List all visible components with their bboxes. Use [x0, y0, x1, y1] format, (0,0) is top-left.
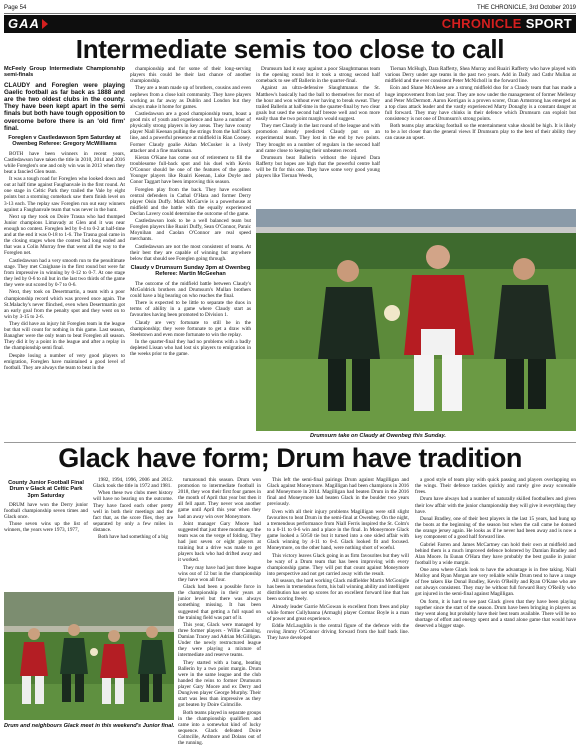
paragraph: 1982, 1994, 1996, 2006 and 2012. Glack took the title in 1972 and 1981. [93, 477, 173, 490]
paragraph: All season, the hard working Glack midfielder Martin McGonigle has been in tremendous form, his ball winning ability and intelligent distribution has set up scores for an excellent forward line that has been scoring freely. [267, 578, 409, 603]
paragraph: The outcome of the midfield battle between Claudy's McGoldrick brothers and Drumsurn's Mullan brothers could have a big bearing on who reaches the final. [130, 280, 251, 299]
story2-photo-caption: Drum and neighbours Glack meet in this weekend's Junior final. [4, 723, 175, 729]
story2-photo [4, 592, 174, 720]
paragraph: Both teams played in separate groups in the championship qualifiers and came into a somewhat kind of lucky sequence. Glack defeated Doire Colmcille, Ardmore and Dolans out of the running. [178, 709, 261, 746]
paragraph: In the quarter-final they had no problems with a badly depleted Lissan who had lost six players to emigration in the weeks prior to the game. [130, 339, 251, 358]
paragraph: Already leader Garrie McGowan is excellent from frees and play while former Cullybanna (Armagh) player Cormac Boyle is a man of power and great experience. [267, 603, 409, 622]
paragraph: BOTH have been winners in recent years, Castledawson have taken the title in 2010, 2014 and 2016 while Foreglen's one and only win was in 2013 when they beat a fancied Glen team. [4, 150, 125, 175]
paragraph: Tiernan McHugh, Dara Rafferty, Shea Murray and Ruairi Rafferty who have played with various Derry under age teams in the past two years. Add in Daify and Cathr Mullan at midfield and the ever consistent Peter McNicholl in the forward line. [385, 66, 576, 85]
section-brand-red: CHRONICLE [441, 16, 522, 31]
story1-lead: CLAUDY and Foreglen were playing Gaelic football as far back as 1888 and are the two oldest clubs in the county. They have been kept apart in the semi finals but both have tough opposition to overcome before there is an 'old firm' final. [4, 81, 125, 132]
story1-column-2 [130, 66, 251, 442]
story2-fixture: County Junior Football Final Drum v Glack at Celtic Park 3pm Saturday [8, 480, 84, 499]
paragraph: On form, it is hard to see past Glack given that they have been playing together since the start of the season. Drum have been bringing in players as they went along but probably have their best team available. There will be no shortage of effort and energy spent and a stand alone game that would have deserved a bigger stage. [415, 598, 576, 630]
story1-fixture-1: Foreglen v Castledawson 5pm Saturday at Owenbeg Referee: Gregory McWilliams [8, 135, 121, 148]
section-label: GAA [8, 16, 40, 31]
paragraph: This year, Glack were managed by three former players - Willie Canning, Damian Tracey and Adrian McGilligan. Under the newly restructured league they were playing a mixture of intermediate and reserve teams. [178, 621, 261, 659]
paragraph: Both teams play attacking football so the entertainment value should be high. It is likely to be a lot closer than the general views If Drumsurn play to the best of their ability they can cause an upset. [385, 123, 576, 142]
paragraph: They started with a bang, beating Ballerin by a two point margin. Drum were in the same league and the club handed the reins to former Drumsurn player Gary Moore and ex Derry and Dungiven player George Murphy. Their start was less than impressive as they got beaten by Doire Colmcille. [178, 659, 261, 709]
paragraph: turnaround this season. Drum won promotion to intermediate football in 2018, they won their first four games in the month of April that year but then it all fell apart. They never won another game until April this year when they had an away win over Moneymore. [178, 477, 261, 520]
section-brand [442, 16, 572, 31]
paragraph: Even with all their injury problems Magilligan were still slight favourites to beat Drum in the semi-final at Owenbeg. On the night, a tremendous performance from Niall Ferris inspired the St. Colm's to a 0-11 to 0-6 win and a place in the final. In Moneymore Glack game looked a 50/50 tie but it turned into a one sided affair with Glack winning by 4-11 to 0-4. Glack looked fit and focused. Moneymore, on the other hand, were nothing short of woeful. [267, 508, 409, 552]
paragraph: Drumsurn beat Ballerin without the injured Dara Rafferty but hopes are high that the powerful centre half will be fit for this one. They have some very good young players like Tiernan Weeds, [256, 154, 380, 180]
page-strap [4, 3, 576, 14]
paragraph: They met Claudy in the last round of the league and with promotion already predicted Claudy put on an experimental team. They lost in the end by two points. They brought on a number of regulars in the second half and came close to keeping their unbeaten record. [256, 123, 380, 154]
publication-line: THE CHRONICLE, 3rd October 2019 [476, 5, 576, 11]
story2-column-3 [178, 477, 261, 746]
story1-photo-caption: Drumsurn take on Claudy at Owenbeg this Sunday. [310, 433, 446, 439]
paragraph: They are a team made up of brothers, cousins and even nephews from a close knit community. They have players working as far away as Dublin and London but they always make it home for games. [130, 85, 251, 110]
story2-column-1 [4, 477, 88, 587]
paragraph: Castledawson had a very smooth run to the penultimate stage. They met Craigbane in the first round but were far from impressive in winning by 0-12 to 0-7. At one stage they led by 0-6 to nil but in the last two thirds of the game they were out scored by 0-7 to 0-6. [4, 257, 125, 289]
paragraph: Despite losing a number of very good players to emigration, Foreglen have maintained a good level of football. They are always the team to beat in the [4, 352, 125, 371]
story1-photo [256, 209, 576, 431]
story2-column-2 [93, 477, 173, 587]
paragraph: a good style of team play with quick passing and players overlapping on the wings. Their defence tackles quickly and rarely give away scoreable frees. [415, 477, 576, 496]
paragraph: Drumsurn had it easy against a poor Slaughtmanus team in the opening round but it took a strong second half comeback to see off Ballerin in the quarter-final. [256, 66, 380, 85]
paragraph: Joint manager Gary Moore had suggested that just three months ago the team was on the verge of folding. They had just seven or eight players at training but a drive was made to get players back who had drifted away and it worked. [178, 520, 261, 564]
story1-fixture-2: Claudy v Drumsurn Sunday 3pm at Owenbeg Referee: Martin McGeehan [130, 265, 251, 278]
paragraph: Gabriel Farren and James McCartney can hold their own at midfield and behind them is a much improved defence bolstered by Damian Bradley and Alan Moore. In Eunan O'Hara they have probably the best goalie in junior football by a wide margin. [415, 541, 576, 566]
paragraph: Kieran O'Kane has come out of retirement to fill the troublesome full-back spot and his duel with Kevin O'Connor should be one of the features of the game. Younger players like Ruairi Keenan, Luke Doyle and Conor Taggart have been improving this season. [130, 154, 251, 186]
story1-column-1 [4, 66, 125, 442]
paragraph: They may have had just three league wins out of 12 but in the championship they have won all four. [178, 564, 261, 583]
paragraph: Claudy are very fortunate to still be in the championship; they were fortunate to get a draw with Steelstown and even more fortunate to win the replay. [130, 319, 251, 338]
paragraph: When these two clubs meet history will have no bearing on the outcome. They have faced each other pretty well in both their meetings and the fact that, as the score flies, they are separated by only a few miles in distance. [93, 490, 173, 533]
paragraph: It was a tough road for Foreglen who looked down and out at half time against Faughanvale in the first round. At one stage in Celtic Park they trailed the Vale by eight points but a storming comeback saw them finish level on 3-13 each. The replay saw Foreglen run out easy winners against a Faughanvale team that was never in the hunt. [4, 176, 125, 213]
paragraph: Both have had something of a big [98, 534, 169, 541]
paragraph: championship and for some of their long-serving players this could be their last chance of another championship. [130, 66, 251, 85]
paragraph: Castledawson look to be a well balanced team but Foreglen players like Ruairi Duffy, Sean O'Connor, Paraic Moynihan and Caolan O'Connor are real speed merchants. [130, 218, 251, 243]
paragraph: Eddie McLaughlin is the central figure of the defence with the roving Jimmy O'Connor driving forward from the half back line. They have developed [267, 623, 409, 642]
paragraph: Drum have always had a number of naturally skilled footballers and given their low affair with the junior championship they will give it everything they have. [415, 496, 576, 515]
paragraph: Next up they took on Doire Trasna who had thumped Junior champions Limavady at Glen and it was near enough no contest. Foreglen led by 0-4 to 0-2 at half-time and at the end it was 0-18 to 1-6. The Trasna goal came in the closing stages when the contest had long ended and that was a Colin Murray free that went all the way to the Foreglen net. [4, 213, 125, 257]
paragraph: They did have an injury hit Foreglen team in the league but that will count for nothing in this game. Last season, Banagher were the only team to beat Foreglen all season. They did it by a point in the league and after a replay in the championship semi final. [4, 321, 125, 352]
paragraph: There is expected to be little to separate the duos in terms of ability in a game where Claudy start as favourites having been promoted to Division 1. [130, 300, 251, 319]
paragraph: Castledawson are a good championship team, boast a good mix of youth and experience and have a number of physically strong players in key areas. They have county player Niall Keenan pulling the strings from the half back line, and a powerful presence at midfield in Rian Cooney. Former Claudy goalie Aidan McCusker is a lively attacker and a fine marksman. [130, 111, 251, 154]
story1-headline: Intermediate semis too close to call [75, 34, 505, 64]
paragraph: Eoin and Shane McAleese are a strong midfield duo for a Claudy team that has made a huge improvement from last year. They are now under the management of former Melleray and Peter McDermott. Aaron Kerrigan is a proven scorer, Ozan Armstrong has emerged as a top class attack leader and the vastly experienced Marty Donaghy is a constant danger at full forward. They may have chinks in their defence which Drumsurn can exploit but consistency is not one of Drumsurn's strong points. [385, 85, 576, 122]
section-arrow-icon [42, 19, 48, 29]
paragraph: Donal Bradley, one of their best players in the last 15 years, had hung up the boots at the beginning of the season but when the call came he donned the orange jersey again. He looks as if he never had been away and is now a key component of a good half forward line. [415, 515, 576, 541]
paragraph: DRUM have won the Derry junior football championship seven times and Glack once. [4, 501, 88, 521]
paragraph: This victory leaves Glack going in as firm favourites but they will be wary of a Drum team that has been improving with every championship game. They will put that count against Moneymore into perspective and not get carried away with the result. [267, 552, 410, 577]
paragraph: This left the semi-final pairings Drum against Magilligan and Glack against Moneymore. Magilligan had been champions in 2016 and Moneymore in 2014. Magilligan had beaten Drum in the 2016 final and Moneymore had beaten Glack in the boulder two years previously. [267, 477, 409, 508]
story2-headline: Glack have form; Drum have tradition [58, 443, 522, 473]
section-brand-white: SPORT [525, 16, 572, 31]
story2-column-4 [267, 477, 409, 725]
paragraph: Glack had been a possible force in the championship in their years at junior level but there was always something missing. It has been suggested that getting a full squad on the training field was part of it. [178, 584, 261, 621]
story1-kicker: McFeely Group Intermediate Championship semi-finals [4, 66, 125, 79]
paragraph: Those seven wins up the list of winners, the years were 1973, 1977, [4, 521, 88, 534]
paragraph: Next, they took on Desertmartin, a team with a poor championship record which was proved once again. The St.Malachy's never flinched, even when Desertmartin got an early goal from the penalty spot and they went on to win by 3-15 to 2-6. [4, 289, 125, 320]
paragraph: Foreglen play from the back. They have excellent central defenders in Cathal O'Hara and former Derry player Oisin Duffy. Mark McGarvie is a powerhouse at midfield and the battle with the equally experienced Declan Lavery could determine the outcome of the game. [130, 186, 251, 217]
page-number: Page 54 [4, 5, 27, 11]
story1-column-4 [385, 66, 576, 206]
section-band [4, 15, 576, 33]
story1-column-3 [256, 66, 380, 206]
story2-column-5 [415, 477, 576, 725]
paragraph: One area where Glack look to have the advantage is in free taking. Niall Molloy and Ryan Morgan are very reliable while Drum tend to have a range of free takers like Donal Bradley, Kevin O'Reilly and Ryan O'Kane who are not always consistent. They may be without full forward Rory O'Reilly who got injured in the semi-final against Magilligan. [415, 567, 576, 598]
paragraph: Against an ultra-defensive Slaughtmanus the St. Matthew's basically had the ball to themselves for most of the hour and won without ever having to break sweat. They trailed Ballerin at half-time in the quarter-final by two clear goals but used the second half breeze well and won more easily than the two point margin would suggest. [256, 85, 380, 122]
paragraph: Castledawson are not the most consistent of teams. At their best they are capable of winning but anywhere below that should see Foreglen going through. [130, 243, 251, 262]
